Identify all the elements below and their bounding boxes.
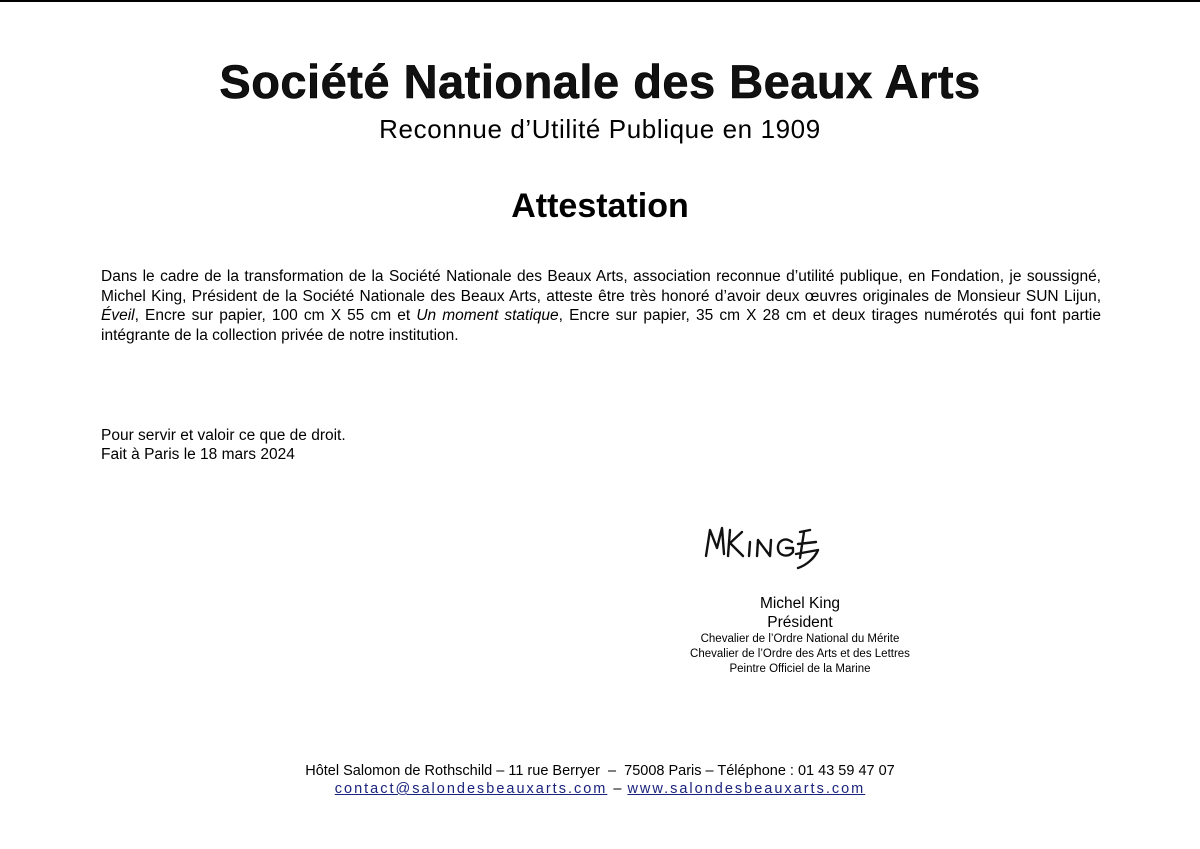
document-title: Attestation [511,187,689,225]
website-link[interactable]: www.salondesbeauxarts.com [627,781,866,797]
organization-subtitle: Reconnue d’Utilité Publique en 1909 [379,114,821,144]
footer-links [0,780,1200,798]
top-rule [0,0,1200,2]
body-text-part-1: Dans le cadre de la transformation de la Société Nationale des Beaux Arts, association reconnue d’utilité publique, en Fondation, je soussigné, Michel King, Président de la Société Nationale des Beaux Arts, atteste être très honoré d’avoir deux œuvres originales de Monsieur SUN Lijun, [101,268,1101,305]
footer [0,763,1200,798]
organization-title: Société Nationale des Beaux Arts [219,55,981,108]
signer-honor-2: Chevalier de l’Ordre des Arts et des Lettres [690,648,910,660]
attestation-body [101,267,1101,345]
closing-block [101,426,346,464]
signer-honor-1: Chevalier de l’Ordre National du Mérite [700,633,900,645]
artwork-title-1: Éveil [101,307,135,324]
signer-name: Michel King [759,595,841,612]
body-text-part-2: , Encre sur papier, 100 cm X 55 cm et [134,307,417,324]
signer-role: Président [767,614,833,631]
footer-link-separator: – [613,781,622,797]
signer-block [600,594,1000,677]
handwritten-signature [700,518,840,578]
closing-line-1: Pour servir et valoir ce que de droit. [101,427,346,444]
email-link[interactable]: contact@salondesbeauxarts.com [334,781,608,797]
artwork-title-2: Un moment statique [416,307,559,324]
body-text-part-3: , Encre sur papier, 35 cm X 28 cm et deux tirages numérotés qui font partie intégrante de la collection privée de notre institution. [101,307,1101,344]
footer-address: Hôtel Salomon de Rothschild – 11 rue Berryer – 75008 Paris – Téléphone : 01 43 59 47 07 [305,763,895,779]
closing-line-2: Fait à Paris le 18 mars 2024 [101,446,295,463]
signer-honor-3: Peintre Officiel de la Marine [729,663,871,675]
